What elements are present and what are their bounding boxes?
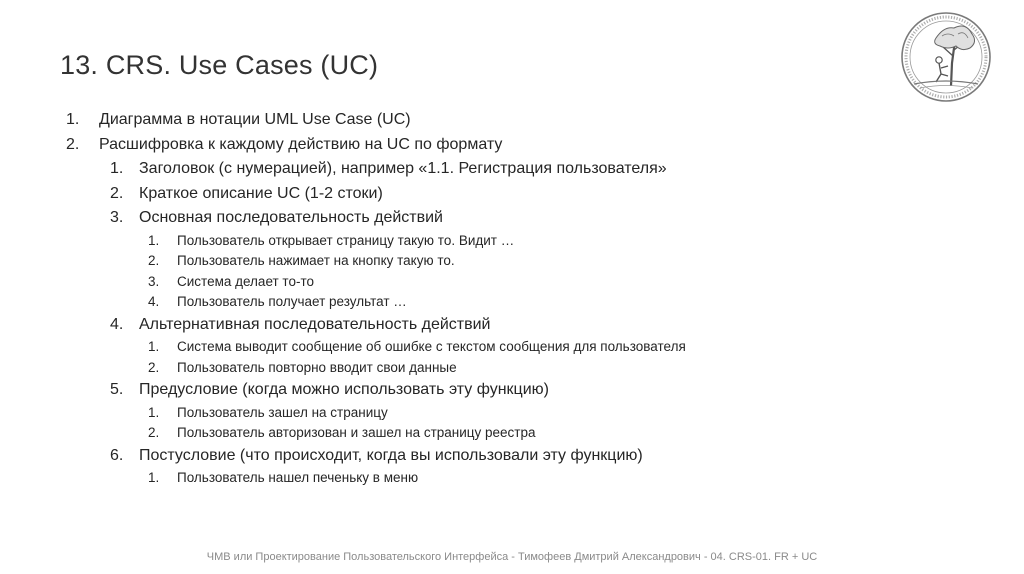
- list-item-text: Пользователь зашел на страницу: [177, 404, 388, 420]
- university-logo-icon: [896, 8, 996, 106]
- list-item: [66, 444, 984, 469]
- list-item-number: 1.: [148, 339, 160, 354]
- list-item-text: Пользователь получает результат …: [177, 294, 407, 309]
- list-item-text: Система делает то-то: [177, 273, 315, 289]
- list-item-text: Постусловие (что происходит, когда вы использовали эту функцию): [139, 446, 643, 464]
- list-item-number: 1.: [148, 404, 160, 420]
- slide-footer: ЧМВ или Проектирование Пользовательского Интерфейса - Тимофеев Дмитрий Александрович - 04. CRS-01. FR + UC: [206, 551, 818, 563]
- list-item-text: Пользователь повторно вводит свои данные: [177, 359, 457, 375]
- list-item-number: 2.: [148, 425, 160, 440]
- list-item: [66, 272, 984, 293]
- list-item-text: Предусловие (когда можно использовать эту функцию): [139, 381, 549, 398]
- list-item-number: 3.: [110, 209, 124, 226]
- list-item-text: Краткое описание UC (1-2 стоки): [139, 184, 383, 202]
- list-item-number: 2.: [110, 184, 124, 202]
- list-item: [66, 157, 984, 182]
- list-item-text: Пользователь нашел печеньку в меню: [177, 470, 419, 485]
- numbered-list: [66, 108, 984, 489]
- list-item-number: 2.: [148, 253, 160, 268]
- list-item-number: 1.: [110, 160, 124, 177]
- list-item-text: Система выводит сообщение об ошибке с текстом сообщения для пользователя: [177, 339, 686, 354]
- list-item: [66, 468, 984, 489]
- list-item: [66, 423, 984, 444]
- slide-title: 13. CRS. Use Cases (UC): [60, 50, 379, 80]
- list-item-text: Пользователь нажимает на кнопку такую то.: [177, 253, 455, 268]
- list-item: [66, 337, 984, 358]
- list-item: [66, 231, 984, 252]
- list-item: [66, 182, 984, 207]
- list-item: [66, 313, 984, 338]
- list-item-text: Альтернативная последовательность действий: [139, 315, 491, 333]
- list-item-number: 2.: [148, 359, 160, 375]
- list-item-text: Диаграмма в нотации UML Use Case (UC): [99, 111, 411, 128]
- list-item-number: 5.: [110, 381, 124, 398]
- list-item-text: Основная последовательность действий: [139, 209, 443, 226]
- list-item-number: 1.: [66, 111, 80, 128]
- list-item-text: Пользователь авторизован и зашел на страницу реестра: [177, 425, 536, 440]
- list-item-number: 4.: [148, 294, 160, 309]
- list-item-text: Расшифровка к каждому действию на UC по формату: [99, 135, 503, 153]
- list-item-number: 1.: [148, 470, 160, 485]
- list-item-number: 2.: [66, 135, 80, 153]
- list-item: [66, 251, 984, 272]
- list-item-number: 1.: [148, 232, 160, 248]
- list-item-text: Пользователь открывает страницу такую то. Видит …: [177, 232, 515, 248]
- list-item-number: 3.: [148, 273, 160, 289]
- list-item-text: Заголовок (с нумерацией), например «1.1. Регистрация пользователя»: [139, 160, 667, 177]
- list-item: [66, 292, 984, 313]
- list-item: [66, 108, 984, 133]
- list-item-number: 6.: [110, 446, 124, 464]
- list-item: [66, 358, 984, 379]
- list-item: [66, 206, 984, 231]
- list-item: [66, 378, 984, 403]
- list-item: [66, 403, 984, 424]
- list-item-number: 4.: [110, 315, 124, 333]
- list-item: [66, 133, 984, 158]
